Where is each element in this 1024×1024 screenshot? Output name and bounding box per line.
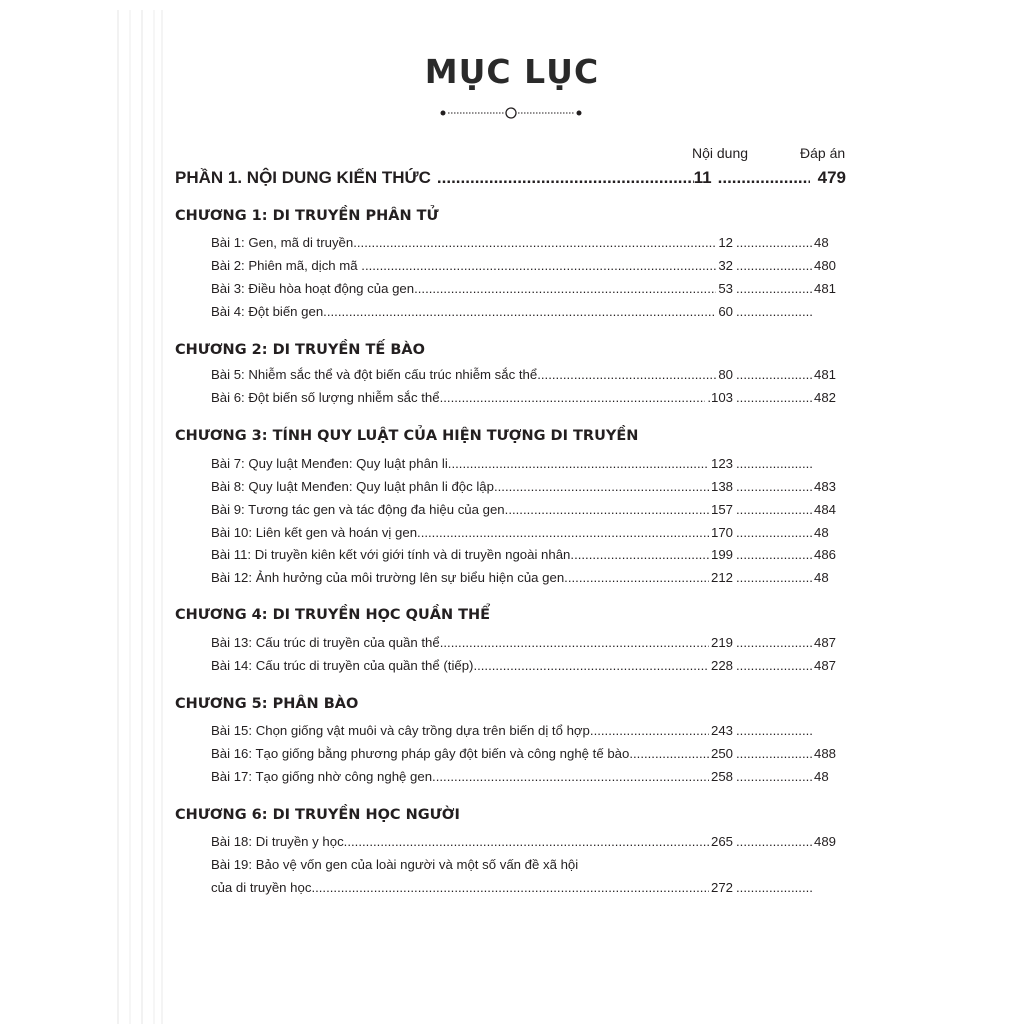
column-header-answer: Đáp án <box>800 145 846 161</box>
leader-dots <box>733 502 814 517</box>
chapter-heading: CHƯƠNG 4: DI TRUYỀN HỌC QUẦN THỂ <box>175 607 491 623</box>
leader-dots <box>733 525 814 540</box>
lesson-answer-page: 489 <box>814 834 837 849</box>
lesson-title: Bài 2: Phiên mã, dịch mã . <box>211 258 365 273</box>
leader-dots <box>357 235 716 250</box>
leader-dots <box>431 168 694 188</box>
lesson-title: Bài 14: Cấu trúc di truyền của quần thể (tiếp) <box>211 658 474 673</box>
page-spine-lines <box>0 0 180 1024</box>
lesson-title: Bài 13: Cấu trúc di truyền của quần thể <box>211 635 440 650</box>
leader-dots <box>733 769 814 784</box>
leader-dots <box>733 723 814 738</box>
leader-dots <box>733 834 814 849</box>
leader-dots <box>564 570 709 585</box>
leader-dots <box>733 281 814 296</box>
lesson-title: Bài 8: Quy luật Menđen: Quy luật phân li độc lập. <box>211 479 498 494</box>
lesson-page: 32 <box>718 258 733 273</box>
page-title: MỤC LỤC <box>424 52 600 91</box>
leader-dots <box>733 746 814 761</box>
lesson-entry-continued[interactable] <box>211 880 838 898</box>
lesson-page: 80 <box>718 367 733 382</box>
lesson-title: Bài 9: Tương tác gen và tác động đa hiệu của gen. <box>211 502 509 517</box>
lesson-entry[interactable] <box>211 390 838 408</box>
lesson-entry[interactable] <box>211 258 838 276</box>
lesson-entry[interactable] <box>211 456 838 474</box>
leader-dots <box>323 304 716 319</box>
lesson-page: 157 <box>710 502 733 517</box>
lesson-page: 60 <box>718 304 733 319</box>
lesson-entry[interactable] <box>211 479 838 497</box>
leader-dots <box>498 479 709 494</box>
lesson-title: Bài 16: Tạo giống bằng phương pháp gây đột biến và công nghệ tế bào <box>211 746 630 761</box>
leader-dots <box>733 570 814 585</box>
lesson-title: Bài 11: Di truyền kiên kết với giới tính và di truyền ngoài nhân. <box>211 547 575 562</box>
lesson-title: Bài 18: Di truyền y học. <box>211 834 348 849</box>
leader-dots <box>629 746 709 761</box>
lesson-page: 250 <box>710 746 733 761</box>
leader-dots <box>733 390 814 405</box>
lesson-page: 258 <box>710 769 733 784</box>
lesson-page: 265 <box>710 834 733 849</box>
lesson-page: 53 <box>718 281 733 296</box>
lesson-answer-page: 48 <box>814 235 829 250</box>
lesson-title: Bài 19: Bảo vệ vốn gen của loài người và một số vấn đề xã hội <box>211 857 579 872</box>
lesson-answer-page: 48 <box>814 769 829 784</box>
leader-dots <box>733 880 814 895</box>
part-entry[interactable] <box>175 168 846 188</box>
leader-dots <box>508 502 709 517</box>
leader-dots <box>733 479 814 494</box>
lesson-title: Bài 15: Chọn giống vật muôi và cây trồng dựa trên biến dị tổ hợp. <box>211 723 594 738</box>
leader-dots <box>733 635 814 650</box>
lesson-entry[interactable] <box>211 304 838 322</box>
lesson-title: Bài 7: Quy luật Menđen: Quy luật phân li <box>211 456 448 471</box>
leader-dots <box>365 258 716 273</box>
lesson-entry[interactable] <box>211 281 838 299</box>
lesson-entry[interactable] <box>211 635 838 653</box>
chapter-heading: CHƯƠNG 5: PHÂN BÀO <box>175 696 359 712</box>
chapter-heading: CHƯƠNG 6: DI TRUYỀN HỌC NGƯỜI <box>175 807 460 823</box>
lesson-title: Bài 10: Liên kết gen và hoán vị gen <box>211 525 418 540</box>
lesson-answer-page: 48 <box>814 570 829 585</box>
leader-dots <box>417 525 709 540</box>
lesson-answer-page: 48 <box>814 525 829 540</box>
leader-dots <box>311 880 709 895</box>
lesson-title: Bài 12: Ảnh hưởng của môi trường lên sự biểu hiện của gen <box>211 570 565 585</box>
lesson-page: 243 <box>710 723 733 738</box>
lesson-answer-page: 481 <box>814 367 837 382</box>
lesson-page: 138 <box>710 479 733 494</box>
lesson-page: 199 <box>710 547 733 562</box>
lesson-title: Bài 17: Tạo giống nhờ công nghệ gen. <box>211 769 436 784</box>
part-label: PHẦN 1. NỘI DUNG KIẾN THỨC <box>175 168 431 187</box>
lesson-title: Bài 5: Nhiễm sắc thể và đột biến cấu trúc nhiễm sắc thể. <box>211 367 541 382</box>
leader-dots <box>733 547 814 562</box>
leader-dots <box>541 367 716 382</box>
lesson-page: 170 <box>710 525 733 540</box>
leader-dots <box>733 367 814 382</box>
lesson-answer-page: 482 <box>814 390 837 405</box>
lesson-entry[interactable] <box>211 367 838 385</box>
leader-dots <box>418 281 717 296</box>
lesson-entry[interactable] <box>211 525 838 543</box>
lesson-page: 123 <box>710 456 733 471</box>
lesson-page: 272 <box>710 880 733 895</box>
lesson-entry[interactable] <box>211 746 838 764</box>
leader-dots <box>574 547 709 562</box>
leader-dots <box>347 834 709 849</box>
lesson-title: Bài 4: Đột biến gen <box>211 304 324 319</box>
lesson-title: Bài 6: Đột biến số lượng nhiễm sắc thể. <box>211 390 444 405</box>
lesson-page: 12 <box>718 235 733 250</box>
lesson-answer-page: 487 <box>814 635 837 650</box>
lesson-answer-page: 487 <box>814 658 837 673</box>
lesson-answer-page: 488 <box>814 746 837 761</box>
lesson-page: .103 <box>707 390 733 405</box>
lesson-page: 219 <box>710 635 733 650</box>
lesson-answer-page: 484 <box>814 502 837 517</box>
leader-dots <box>473 658 709 673</box>
leader-dots <box>712 168 810 188</box>
part-answer: 479 <box>817 168 846 187</box>
lesson-answer-page: 481 <box>814 281 837 296</box>
lesson-entry[interactable] <box>211 658 838 676</box>
lesson-page: 228 <box>710 658 733 673</box>
lesson-title: Bài 3: Điều hòa hoạt động của gen. <box>211 281 418 296</box>
lesson-answer-page: 480 <box>814 258 837 273</box>
leader-dots <box>733 304 814 319</box>
chapter-heading: CHƯƠNG 1: DI TRUYỀN PHÂN TỬ <box>175 208 439 224</box>
leader-dots <box>733 235 814 250</box>
title-ornament <box>440 106 582 120</box>
lesson-entry[interactable] <box>211 570 838 588</box>
leader-dots <box>440 635 709 650</box>
lesson-title: Bài 1: Gen, mã di truyền. <box>211 235 357 250</box>
leader-dots <box>436 769 709 784</box>
lesson-entry[interactable] <box>211 723 838 741</box>
leader-dots <box>733 658 814 673</box>
lesson-title: của di truyền học <box>211 880 312 895</box>
lesson-entry[interactable] <box>211 547 838 565</box>
chapter-heading: CHƯƠNG 2: DI TRUYỀN TẾ BÀO <box>175 342 425 358</box>
lesson-entry[interactable] <box>211 502 838 520</box>
leader-dots <box>594 723 709 738</box>
lesson-answer-page: 483 <box>814 479 837 494</box>
lesson-entry[interactable] <box>211 834 838 852</box>
lesson-entry[interactable] <box>211 769 838 787</box>
chapter-heading: CHƯƠNG 3: TÍNH QUY LUẬT CỦA HIỆN TƯỢNG DI TRUYỀN <box>175 428 639 444</box>
lesson-entry[interactable] <box>211 857 838 875</box>
leader-dots <box>733 456 814 471</box>
leader-dots <box>448 456 709 471</box>
lesson-answer-page: 486 <box>814 547 837 562</box>
leader-dots <box>443 390 705 405</box>
column-header-content: Nội dung <box>692 145 749 161</box>
lesson-entry[interactable] <box>211 235 838 253</box>
leader-dots <box>733 258 814 273</box>
lesson-page: 212 <box>710 570 733 585</box>
part-page: 11 <box>693 168 712 187</box>
